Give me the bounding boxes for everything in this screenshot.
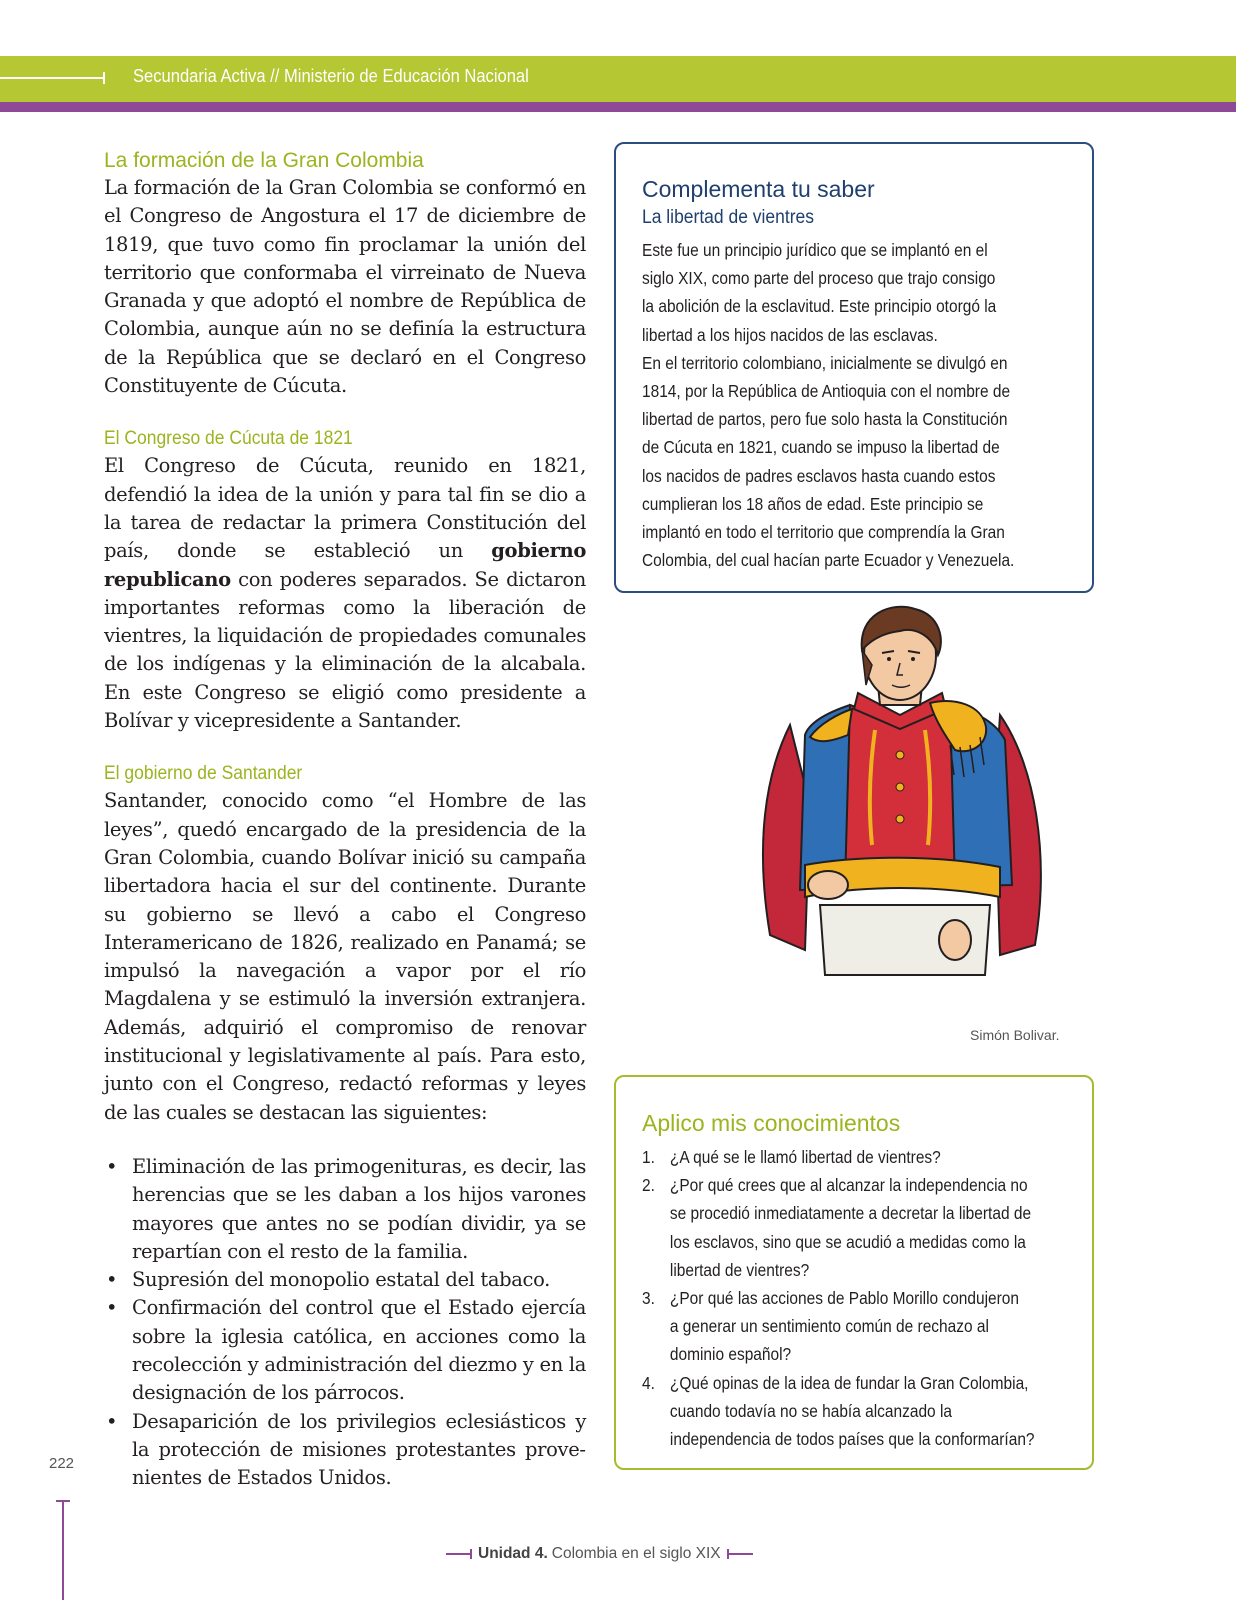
paragraph-text: con poderes separados. Se dictaron importantes reformas como la liberación de vientres, la liquidación de propiedades comunales de los indígenas y la eliminación de la alcabala. En este Congreso se eligió como presidente a Bolívar y vicepresidente a Santander. bbox=[104, 567, 586, 733]
header-title: Secundaria Activa // Ministerio de Educación Nacional bbox=[133, 66, 529, 86]
simon-bolivar-illustration bbox=[750, 605, 1068, 987]
footer-unit: Unidad 4. bbox=[478, 1545, 548, 1562]
margin-rule bbox=[62, 1500, 64, 1600]
complementa-title: Complementa tu saber bbox=[642, 176, 875, 202]
question-number: 4. bbox=[642, 1372, 655, 1393]
aplico-title: Aplico mis conocimientos bbox=[642, 1110, 901, 1136]
section-title-gran-colombia: La formación de la Gran Colombia bbox=[104, 149, 424, 172]
page-number: 222 bbox=[49, 1455, 75, 1472]
text-line: ¿Por qué crees que al alcanzar la independencia no bbox=[669, 1175, 1028, 1196]
question-text bbox=[670, 1369, 1035, 1454]
text-line: independencia de todos países que la conformarían? bbox=[669, 1429, 1035, 1450]
header-accent-stripe bbox=[0, 102, 1236, 112]
complementa-text bbox=[642, 236, 1038, 574]
text-line: implantó en todo el territorio que comprendía la Gran bbox=[642, 522, 1005, 543]
question-text bbox=[670, 1284, 1019, 1369]
question-item bbox=[642, 1369, 1056, 1454]
question-number: 3. bbox=[642, 1288, 655, 1309]
main-text-column bbox=[104, 148, 586, 1492]
paragraph-gran-colombia: La formación de la Gran Colombia se conformó en el Congreso de Angostura el 17 de diciembre de 1819, que tuvo como fin proclamar la unión del territorio que conformaba el virreinato de Nueva Granada y que adoptó el nombre de República de Colombia, aunque aún no se definía la estructura de la República que se declaró en el Congreso Constituyente de Cúcuta. bbox=[104, 176, 586, 398]
text-line: de Cúcuta en 1821, cuando se impuso la libertad de bbox=[642, 437, 1000, 458]
text-line: dominio español? bbox=[669, 1344, 792, 1365]
text-line: ¿Qué opinas de la idea de fundar la Gran Colombia, bbox=[669, 1372, 1029, 1393]
illustration-caption: Simón Bolivar. bbox=[970, 1027, 1060, 1043]
question-item bbox=[642, 1284, 1056, 1369]
question-text bbox=[670, 1143, 941, 1171]
text-line: ¿Por qué las acciones de Pablo Morillo condujeron bbox=[669, 1288, 1020, 1309]
text-line: 1814, por la República de Antioquia con el nombre de bbox=[642, 381, 1011, 402]
text-line: Colombia, del cual hacían parte Ecuador y Venezuela. bbox=[642, 550, 1015, 571]
question-text bbox=[670, 1171, 1031, 1284]
text-line: se procedió inmediatamente a decretar la libertad de bbox=[669, 1203, 1032, 1224]
footer-rule-left bbox=[446, 1553, 472, 1555]
list-item: • Eliminación de las primogenituras, es decir, las herencias que se les daban a los hijos varones mayores que antes no se podían dividir, ya se repartían con el resto de la familia. bbox=[104, 1153, 586, 1266]
question-number: 2. bbox=[642, 1175, 655, 1196]
footer-rule-right bbox=[727, 1553, 753, 1555]
text-line: cuando todavía no se había alcanzado la bbox=[669, 1400, 952, 1421]
header-rule bbox=[0, 77, 104, 79]
question-item bbox=[642, 1143, 1056, 1171]
list-item: • Confirmación del control que el Estado ejercía sobre la iglesia católica, en acciones como la recolección y administración del diezmo y en la designación de los párrocos. bbox=[104, 1294, 586, 1407]
text-line: la abolición de la esclavitud. Este principio otorgó la bbox=[642, 296, 997, 317]
text-line: En el territorio colombiano, inicialmente se divulgó en bbox=[642, 352, 1008, 373]
paragraph-congreso-cucuta bbox=[104, 452, 586, 735]
question-number: 1. bbox=[642, 1147, 655, 1167]
complementa-subtitle: La libertad de vientres bbox=[642, 207, 814, 228]
text-line: a generar un sentimiento común de rechazo al bbox=[669, 1316, 989, 1337]
question-list bbox=[642, 1143, 1056, 1453]
section-title-congreso-cucuta: El Congreso de Cúcuta de 1821 bbox=[104, 428, 353, 450]
paragraph-gobierno-santander: Santander, conocido como “el Hombre de las leyes”, quedó encargado de la presidencia de la Gran Colombia, cuando Bolívar inició su campaña libertadora hacia el sur del continente. Durante su gobierno se llevó a cabo el Congreso Interamericano de 1826, realizado en Panamá; se impulsó la navegación a vapor por el río Magdalena y se estimuló la inversión extranjera. Además, adquirió el compromiso de renovar institucional y legislativamente al país. Para esto, junto con el Congreso, redactó reformas y leyes de las cuales se destacan las siguientes: bbox=[104, 789, 586, 1124]
footer-unit-title: Colombia en el siglo XIX bbox=[551, 1545, 721, 1562]
footer-unit-label bbox=[446, 1545, 753, 1563]
list-item: • Desaparición de los privilegios eclesiásticos y la protección de misiones protestantes provenientes de Estados Unidos. bbox=[104, 1408, 586, 1493]
text-line: cumplieran los 18 años de edad. Este principio se bbox=[642, 493, 984, 514]
list-item: • Supresión del monopolio estatal del tabaco. bbox=[104, 1266, 586, 1294]
text-line: libertad de vientres? bbox=[669, 1259, 810, 1280]
margin-rule-tick bbox=[56, 1500, 70, 1502]
text-line: Este fue un principio jurídico que se implantó en el bbox=[642, 240, 988, 260]
section-title-gobierno-santander: El gobierno de Santander bbox=[104, 763, 303, 785]
reform-list bbox=[104, 1153, 586, 1493]
text-line: los nacidos de padres esclavos hasta cuando estos bbox=[642, 465, 996, 486]
text-line: libertad a los hijos nacidos de las esclavas. bbox=[642, 324, 938, 345]
header-rule-tick bbox=[103, 72, 105, 84]
text-line: los esclavos, sino que se acudió a medidas como la bbox=[669, 1231, 1026, 1252]
text-line: siglo XIX, como parte del proceso que trajo consigo bbox=[642, 268, 996, 289]
aplico-box bbox=[614, 1075, 1094, 1470]
text-line: libertad de partos, pero fue solo hasta la Constitución bbox=[642, 409, 1008, 430]
bold-term: gobierno republicano bbox=[104, 539, 586, 591]
complementa-box bbox=[614, 142, 1094, 593]
text-line: ¿A qué se le llamó libertad de vientres? bbox=[669, 1147, 941, 1167]
question-item bbox=[642, 1171, 1056, 1284]
paragraph-text: El Congreso de Cúcuta, reunido en 1821, defendió la idea de la unión y para tal fin se dio a la tarea de redactar la primera Constitución del país, donde se estableció un bbox=[104, 454, 586, 563]
